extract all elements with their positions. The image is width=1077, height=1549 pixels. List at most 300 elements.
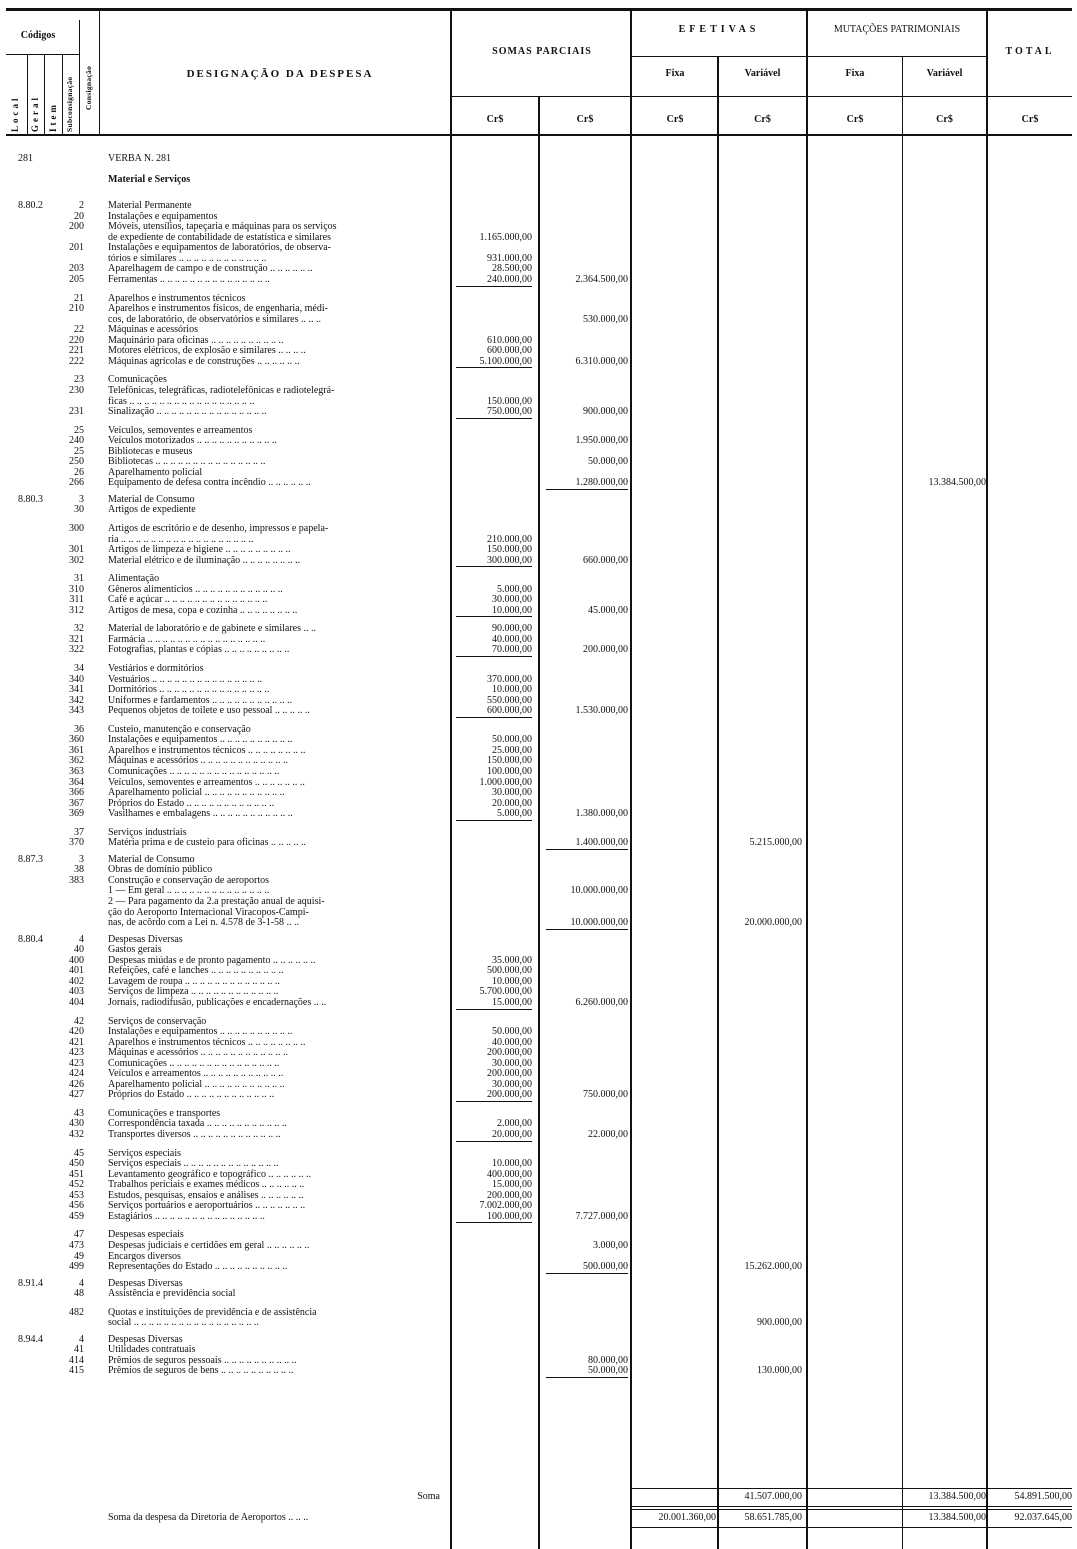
partial-sum-1: 25.000,00 — [492, 744, 532, 756]
table-row — [0, 406, 1077, 417]
partial-sum-1: 931.000,00 — [487, 252, 532, 264]
item-code: 231 — [69, 406, 84, 417]
table-row — [0, 523, 1077, 534]
soma-top-rule — [632, 1488, 1072, 1489]
table-row — [0, 745, 1077, 756]
partial-sum-2: 50.000,00 — [588, 456, 628, 468]
partial-sum-1: 20.000,00 — [492, 1129, 532, 1140]
table-row — [0, 875, 1077, 886]
designacao-header: DESIGNAÇÃO DA DESPESA — [186, 68, 374, 80]
table-row — [0, 1058, 1077, 1069]
description: VERBA N. 281 — [108, 153, 172, 164]
item-code: 450 — [69, 1158, 84, 1170]
table-row — [0, 605, 1077, 616]
description: Assistência e previdência social — [108, 1288, 236, 1300]
item-code: 452 — [69, 1179, 84, 1191]
table-row — [0, 1355, 1077, 1366]
currency-mfixa: Cr$ — [846, 114, 864, 125]
item-code: 456 — [69, 1200, 84, 1212]
table-row — [0, 674, 1077, 685]
table-row — [0, 446, 1077, 457]
description: Bibliotecas .. .. .. .. .. .. .. .. .. .. .. .. .. .. .. — [108, 456, 266, 468]
description: Comunicações — [108, 374, 167, 386]
item-code: 45 — [74, 1147, 84, 1159]
local-code: 8.94.4 — [18, 1333, 43, 1345]
item-code: 31 — [74, 573, 84, 585]
description: Estagiários .. .. .. .. .. .. .. .. .. .. .. .. .. .. .. — [108, 1210, 265, 1222]
partial-sum-1: 5.000,00 — [497, 583, 532, 595]
table-row — [0, 263, 1077, 274]
table-row — [0, 755, 1077, 766]
item-code: 361 — [69, 744, 84, 756]
item-code: 402 — [69, 975, 84, 987]
currency-p1: Cr$ — [486, 114, 504, 125]
partial-sum-2: 10.000.000,00 — [570, 917, 628, 929]
local-code: 8.80.3 — [18, 493, 43, 505]
item-code: 322 — [69, 644, 84, 656]
soma-diretoria-total: 92.037.645,00 — [1014, 1512, 1072, 1523]
partial-sum-2: 45.000,00 — [588, 604, 628, 616]
table-row — [0, 1229, 1077, 1240]
table-row — [0, 221, 1077, 232]
item-code: 420 — [69, 1026, 84, 1037]
table-row — [0, 335, 1077, 346]
item-code: 459 — [69, 1210, 84, 1222]
item-code: 424 — [69, 1068, 84, 1080]
table-row — [0, 1307, 1077, 1318]
table-row — [0, 356, 1077, 367]
soma-diretoria-bottom-rule — [632, 1527, 1072, 1528]
description: Aparelhamento policial — [108, 466, 203, 478]
item-code: 415 — [69, 1365, 84, 1377]
description: 1 — Em geral .. .. .. .. .. .. .. .. .. .. .. .. .. .. — [108, 885, 270, 897]
table-row — [0, 1158, 1077, 1169]
table-row — [0, 274, 1077, 285]
table-row — [0, 1026, 1077, 1037]
item-code: 360 — [69, 734, 84, 746]
table-row — [0, 303, 1077, 314]
local-code: 8.80.2 — [18, 200, 43, 212]
item-code: 366 — [69, 787, 84, 798]
partial-sum-2: 750.000,00 — [583, 1089, 628, 1101]
table-row — [0, 734, 1077, 745]
efetiva-variavel: 130.000,00 — [757, 1365, 802, 1377]
table-row — [0, 174, 1077, 185]
table-row — [0, 1365, 1077, 1376]
table-row — [0, 467, 1077, 478]
partial-sum-1: 200.000,00 — [487, 1047, 532, 1059]
description: Próprios do Estado .. .. .. .. .. .. .. .. .. .. .. .. — [108, 1089, 275, 1101]
item-code: 34 — [74, 663, 84, 674]
description: Ferramentas .. .. .. .. .. .. .. .. .. .. .. .. .. .. .. — [108, 274, 270, 285]
description: Aparelhos e instrumentos técnicos .. .. .. .. .. .. .. .. — [108, 744, 306, 756]
description: Serviços de limpeza .. .. .. .. .. .. .. .. .. .. .. .. — [108, 986, 279, 998]
subtotal-rule — [546, 1377, 628, 1378]
partial-sum-1: 30.000,00 — [492, 787, 532, 798]
top-border — [6, 8, 1072, 11]
table-row — [0, 896, 1077, 907]
partial-sum-1: 10.000,00 — [492, 684, 532, 696]
description: Maquinário para oficinas .. .. .. .. .. .. .. .. .. .. — [108, 334, 284, 346]
item-code: 49 — [74, 1250, 84, 1262]
description: Gêneros alimentícios .. .. .. .. .. .. .. .. .. .. .. .. — [108, 583, 283, 595]
header-sub-border — [452, 96, 1072, 97]
table-row — [0, 153, 1077, 164]
partial-sum-1: 40.000,00 — [492, 1036, 532, 1048]
table-row — [0, 477, 1077, 488]
table-row — [0, 1108, 1077, 1119]
description: Máquinas agrícolas e de construções .. .. .. .. .. .. — [108, 355, 300, 367]
description: Levantamento geográfico e topográfico .. .. .. .. .. .. — [108, 1168, 311, 1180]
table-row — [0, 456, 1077, 467]
table-row — [0, 200, 1077, 211]
description: Veículos, semoventes e arreamentos .. .. .. .. .. .. .. — [108, 776, 305, 788]
table-row — [0, 965, 1077, 976]
item-code: 499 — [69, 1261, 84, 1272]
table-row — [0, 854, 1077, 865]
item-code: 48 — [74, 1288, 84, 1300]
table-row — [0, 504, 1077, 515]
table-row — [0, 293, 1077, 304]
table-row — [0, 435, 1077, 446]
description: Artigos de expediente — [108, 504, 196, 516]
item-code: 41 — [74, 1344, 84, 1356]
item-code: 341 — [69, 684, 84, 696]
item-code: 321 — [69, 633, 84, 645]
table-row — [0, 1288, 1077, 1299]
table-row — [0, 1129, 1077, 1140]
table-row — [0, 1261, 1077, 1272]
item-code: 47 — [74, 1229, 84, 1241]
table-row — [0, 1016, 1077, 1027]
mutacao-variavel: 13.384.500,00 — [928, 477, 986, 489]
description: Aparelhos e instrumentos técnicos .. .. .. .. .. .. .. .. — [108, 1036, 306, 1048]
partial-sum-1: 200.000,00 — [487, 1068, 532, 1080]
table-row — [0, 885, 1077, 896]
partial-sum-1: 70.000,00 — [492, 644, 532, 656]
description: Artigos de escritório e de desenho, impressos e papela- — [108, 523, 329, 534]
item-code: 342 — [69, 694, 84, 706]
item-code: 4 — [79, 1277, 84, 1289]
table-row — [0, 396, 1077, 407]
description: ficas .. .. .. .. .. .. .. .. .. .. .. .. .. .. .. .. .. — [108, 395, 255, 407]
efetiva-variavel: 5.215.000,00 — [749, 837, 802, 849]
efetiva-variavel: 900.000,00 — [757, 1317, 802, 1329]
description: nas, de acôrdo com a Lei n. 4.578 de 3-1-58 .. .. — [108, 917, 300, 929]
description: Vestuários .. .. .. .. .. .. .. .. .. .. .. .. .. .. .. — [108, 673, 263, 685]
item-code: 201 — [69, 242, 84, 254]
description: Motores elétricos, de explosão e similares .. .. .. .. — [108, 345, 306, 357]
item-code: 302 — [69, 554, 84, 566]
code-col-item: Item — [48, 102, 58, 132]
subtotal-rule — [546, 489, 628, 490]
fixa-header: Fixa — [665, 68, 685, 79]
description: Despesas Diversas — [108, 933, 183, 945]
partial-sum-2: 1.380.000,00 — [575, 808, 628, 820]
table-row — [0, 573, 1077, 584]
item-code: 38 — [74, 864, 84, 876]
description: Artigos de limpeza e higiene .. .. .. .. .. .. .. .. .. — [108, 544, 291, 556]
partial-sum-1: 210.000,00 — [487, 533, 532, 545]
partial-sum-1: 28.500,00 — [492, 263, 532, 275]
item-code: 200 — [69, 221, 84, 233]
table-row — [0, 634, 1077, 645]
description: Quotas e instituições de previdência e de assistência — [108, 1306, 317, 1318]
item-code: 4 — [79, 1333, 84, 1345]
table-row — [0, 1190, 1077, 1201]
item-code: 203 — [69, 263, 84, 275]
table-row — [0, 1068, 1077, 1079]
partial-sum-1: 200.000,00 — [487, 1189, 532, 1201]
partial-sum-1: 200.000,00 — [487, 1089, 532, 1101]
partial-sum-1: 100.000,00 — [487, 765, 532, 777]
subtotal-rule — [456, 367, 532, 368]
soma-mvar: 13.384.500,00 — [928, 1491, 986, 1502]
item-code: 36 — [74, 723, 84, 735]
table-row — [0, 1148, 1077, 1159]
soma-label: Soma — [417, 1491, 440, 1502]
description: Fotografias, plantas e cópias .. .. .. .. .. .. .. .. .. — [108, 644, 290, 656]
table-row — [0, 494, 1077, 505]
description: Material de laboratório e de gabinete e similares .. .. — [108, 623, 316, 635]
table-row — [0, 1200, 1077, 1211]
description: Custeio, manutenção e conservação — [108, 723, 251, 735]
partial-sum-1: 300.000,00 — [487, 554, 532, 566]
subtotal-rule — [456, 820, 532, 821]
item-code: 205 — [69, 274, 84, 285]
description: Vestiários e dormitórios — [108, 663, 204, 674]
item-code: 32 — [74, 623, 84, 635]
partial-sum-2: 1.280.000,00 — [575, 477, 628, 489]
description: Máquinas e acessórios .. .. .. .. .. .. .. .. .. .. .. .. — [108, 755, 288, 767]
table-row — [0, 1211, 1077, 1222]
description: Encargos diversos — [108, 1250, 181, 1262]
partial-sum-1: 35.000,00 — [492, 954, 532, 966]
partial-sum-1: 150.000,00 — [487, 395, 532, 407]
code-col-subconsignacao: Subconsignação — [65, 76, 74, 132]
partial-sum-2: 7.727.000,00 — [575, 1210, 628, 1222]
item-code: 340 — [69, 673, 84, 685]
description: Construção e conservação de aeroportos — [108, 874, 270, 886]
item-code: 26 — [74, 466, 84, 478]
partial-sum-2: 200.000,00 — [583, 644, 628, 656]
description: Próprios do Estado .. .. .. .. .. .. .. .. .. .. .. .. — [108, 797, 275, 809]
local-code: 8.80.4 — [18, 933, 43, 945]
subtotal-rule — [456, 1222, 532, 1223]
soma-row — [0, 1491, 1077, 1502]
efetivas-border — [632, 56, 986, 57]
table-row — [0, 944, 1077, 955]
item-code: 363 — [69, 765, 84, 777]
item-code: 21 — [74, 292, 84, 304]
item-code: 414 — [69, 1354, 84, 1366]
item-code: 362 — [69, 755, 84, 767]
code-rule-4 — [79, 20, 80, 136]
description: Máquinas e acessórios — [108, 324, 198, 336]
partial-sum-2: 80.000,00 — [588, 1354, 628, 1366]
item-code: 301 — [69, 544, 84, 556]
table-row — [0, 324, 1077, 335]
description: ria .. .. .. .. .. .. .. .. .. .. .. .. .. .. .. .. .. .. — [108, 533, 254, 545]
efetiva-variavel: 15.262.000,00 — [744, 1261, 802, 1272]
partial-sum-2: 1.950.000,00 — [575, 435, 628, 447]
partial-sum-1: 400.000,00 — [487, 1168, 532, 1180]
description: Despesas Diversas — [108, 1277, 183, 1289]
table-row — [0, 644, 1077, 655]
description: ção do Aeroporto Internacional Viracopos-Campi- — [108, 906, 309, 918]
somas-parciais-header: SOMAS PARCIAIS — [492, 46, 592, 57]
item-code: 482 — [69, 1306, 84, 1318]
partial-sum-1: 1.000.000,00 — [479, 776, 532, 788]
description: Equipamento de defesa contra incêndio .. .. .. .. .. .. — [108, 477, 311, 489]
item-code: 421 — [69, 1036, 84, 1048]
code-rule-1 — [27, 54, 28, 136]
description: Aparelhos e instrumentos físicos, de engenharia, médi- — [108, 303, 328, 315]
partial-sum-1: 240.000,00 — [487, 274, 532, 285]
partial-sum-2: 530.000,00 — [583, 313, 628, 325]
item-code: 240 — [69, 435, 84, 447]
description: Despesas judiciais e certidões em geral .. .. .. .. .. .. — [108, 1239, 310, 1251]
partial-sum-1: 600.000,00 — [487, 705, 532, 717]
partial-sum-2: 900.000,00 — [583, 406, 628, 417]
item-code: 426 — [69, 1078, 84, 1090]
description: Material Permanente — [108, 200, 192, 212]
subtotal-rule — [456, 1141, 532, 1142]
partial-sum-2: 22.000,00 — [588, 1129, 628, 1140]
description: social .. .. .. .. .. .. .. .. .. .. .. .. .. .. .. .. .. — [108, 1317, 259, 1329]
description: Telefônicas, telegráficas, radiotelefônicas e radiotelegrá- — [108, 384, 335, 396]
code-col-consignacao: Consignação — [84, 65, 93, 110]
partial-sum-1: 610.000,00 — [487, 334, 532, 346]
table-row — [0, 211, 1077, 222]
item-code: 2 — [79, 200, 84, 212]
table-row — [0, 314, 1077, 325]
item-code: 400 — [69, 954, 84, 966]
soma-diretoria-top-rule — [632, 1509, 1072, 1510]
partial-sum-1: 370.000,00 — [487, 673, 532, 685]
table-row — [0, 827, 1077, 838]
soma-diretoria-row — [0, 1512, 1077, 1523]
partial-sum-1: 150.000,00 — [487, 544, 532, 556]
item-code: 432 — [69, 1129, 84, 1140]
item-code: 311 — [69, 594, 84, 606]
description: Veículos motorizados .. .. .. .. .. .. .. .. .. .. .. — [108, 435, 277, 447]
partial-sum-1: 5.700.000,00 — [479, 986, 532, 998]
partial-sum-1: 5.000,00 — [497, 808, 532, 820]
partial-sum-1: 30.000,00 — [492, 1078, 532, 1090]
table-row — [0, 766, 1077, 777]
partial-sum-1: 1.165.000,00 — [479, 231, 532, 243]
description: Bibliotecas e museus — [108, 445, 193, 457]
table-row — [0, 544, 1077, 555]
table-row — [0, 997, 1077, 1008]
variavel-header: Variável — [744, 68, 781, 79]
description: Serviços industriais — [108, 826, 187, 838]
description: Representações do Estado .. .. .. .. .. .. .. .. .. .. — [108, 1261, 288, 1272]
table-row — [0, 787, 1077, 798]
partial-sum-1: 500.000,00 — [487, 965, 532, 977]
table-row — [0, 1334, 1077, 1345]
table-row — [0, 1079, 1077, 1090]
partial-sum-2: 50.000,00 — [588, 1365, 628, 1377]
description: Instalações e equipamentos de laboratórios, de observa- — [108, 242, 331, 254]
currency-var: Cr$ — [754, 114, 771, 125]
soma-var: 41.507.000,00 — [744, 1491, 802, 1502]
local-code: 8.91.4 — [18, 1277, 43, 1289]
item-code: 312 — [69, 604, 84, 616]
partial-sum-1: 15.000,00 — [492, 996, 532, 1008]
description: Alimentação — [108, 573, 160, 585]
item-code: 3 — [79, 853, 84, 865]
mut-variavel-header: Variável — [926, 68, 963, 79]
description: Comunicações e transportes — [108, 1107, 221, 1119]
code-col-geral: Geral — [30, 95, 40, 132]
table-row — [0, 837, 1077, 848]
description: Aparelhamento policial .. .. .. .. .. .. .. .. .. .. .. — [108, 787, 285, 798]
description: Instalações e equipamentos .. .. .. .. .. .. .. .. .. .. — [108, 1026, 293, 1037]
table-row — [0, 1037, 1077, 1048]
item-code: 343 — [69, 705, 84, 717]
partial-sum-1: 150.000,00 — [487, 755, 532, 767]
item-code: 370 — [69, 837, 84, 849]
subtotal-rule — [456, 418, 532, 419]
description: Serviços de conservação — [108, 1015, 207, 1027]
partial-sum-2: 10.000.000,00 — [570, 885, 628, 897]
item-code: 30 — [74, 504, 84, 516]
partial-sum-1: 50.000,00 — [492, 734, 532, 746]
description: Material de Consumo — [108, 853, 195, 865]
table-row — [0, 534, 1077, 545]
code-rule-2 — [44, 54, 45, 136]
description: Pequenos objetos de toilete e uso pessoal .. .. .. .. .. — [108, 705, 310, 717]
table-row — [0, 345, 1077, 356]
table-row — [0, 798, 1077, 809]
description: Aparelhos e instrumentos técnicos — [108, 292, 246, 304]
subtotal-rule — [546, 1273, 628, 1274]
subtotal-rule — [456, 1009, 532, 1010]
description: Prêmios de seguros pessoais .. .. .. .. .. .. .. .. .. .. — [108, 1354, 297, 1366]
description: Serviços especiais — [108, 1147, 182, 1159]
item-code: 4 — [79, 933, 84, 945]
description: Gastos gerais — [108, 944, 162, 956]
item-code: 25 — [74, 445, 84, 457]
partial-sum-1: 40.000,00 — [492, 633, 532, 645]
description: Obras de domínio público — [108, 864, 213, 876]
item-code: 266 — [69, 477, 84, 489]
item-code: 220 — [69, 334, 84, 346]
subtotal-rule — [456, 566, 532, 567]
table-row — [0, 934, 1077, 945]
item-code: 367 — [69, 797, 84, 809]
partial-sum-2: 6.260.000,00 — [575, 996, 628, 1008]
item-code: 310 — [69, 583, 84, 595]
mutacoes-header: MUTAÇÕES PATRIMONIAIS — [833, 24, 961, 35]
description: Veículos, semoventes e arreamentos — [108, 424, 253, 436]
description: Aparelhamento policial .. .. .. .. .. .. .. .. .. .. .. — [108, 1078, 285, 1090]
subtotal-rule — [456, 616, 532, 617]
soma-total: 54.891.500,00 — [1014, 1491, 1072, 1502]
description: Vasilhames e embalagens .. .. .. .. .. .. .. .. .. .. .. — [108, 808, 293, 820]
soma-bottom-rule — [632, 1506, 1072, 1507]
description: Jornais, radiodifusão, publicações e encadernações .. .. — [108, 996, 327, 1008]
local-code: 281 — [18, 153, 33, 164]
subtotal-rule — [456, 656, 532, 657]
table-row — [0, 1118, 1077, 1129]
description: Artigos de mesa, copa e cozinha .. .. .. .. .. .. .. .. — [108, 604, 298, 616]
partial-sum-1: 50.000,00 — [492, 1026, 532, 1037]
col-rule-designacao — [99, 10, 100, 136]
subtotal-rule — [546, 929, 628, 930]
